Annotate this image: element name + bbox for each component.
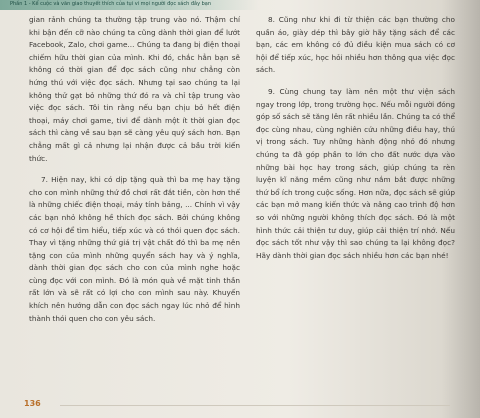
paragraph-7: 7. Hiện nay, khi có dịp tặng quà thì ba mẹ hay tặng cho con mình những thứ đồ chơi rất đắt tiền, còn hơn thế là những chiếc điện thoại, máy tính bảng, ... Chính vì vậy các bạn nhỏ không hề thích đọc sách. Bởi chúng không có cơ hội để tìm hiểu, tiếp xúc và có thói quen đọc sách. Thay vì tặng những thứ giá trị vật chất đó thì ba mẹ nên tặng con của mình những quyển sách hay và ý nghĩa, dành thời gian đọc sách cho con của mình nghe hoặc cùng đọc với con mình. Đó là món quà về mặt tinh thần rất lớn và sẽ rất có lợi cho con mình sau này. Khuyến khích nên hướng dẫn con đọc sách ngay lúc nhỏ để hình thành thói quen cho con yêu sách. <box>29 175 240 323</box>
paragraph-continued: gian rảnh chúng ta thường tập trung vào nó. Thậm chí khi bận đến cỡ nào chúng ta cũng dành thời gian để lướt Facebook, Zalo, chơi game... Chúng ta đang bị điện thoại chiếm hữu thời gian của mình. Khi đó, chắc hẳn bạn sẽ không có thời gian để đọc sách cũng như chẳng còn hứng thú với việc đọc sách. Nhưng tại sao chúng ta lại không thử gạt bỏ những thứ đó ra và chỉ tập trung vào việc đọc sách. Tôi tin rằng nếu bạn chịu bỏ hết điện thoại, máy chơi game, tivi để dành một ít thời gian đọc sách thì càng về sau bạn sẽ càng yêu quý sách hơn. Bạn chẳng mất gì cả nhưng lại nhận được cả bầu trời kiến thức. <box>29 15 240 163</box>
paragraph-9: 9. Cùng chung tay làm nên một thư viện sách ngay trong lớp, trong trường học. Nếu mỗi người đóng góp số sách sẽ tăng lên rất nhiều lần. Chúng ta có thể đọc cùng nhau, cùng nghiên cứu những điều hay, thú vị trong sách. Tuy những hành động nhỏ đó nhưng chúng ta đã góp phần to lớn cho đất nước dựa vào những bài học hay trong sách, giúp chúng ta rèn luyện kĩ năng mềm cũng như nắm bắt được những thứ bổ ích trong cuộc sống. Hơn nữa, đọc sách sẽ giúp các bạn mở mang kiến thức và nâng cao trình độ hơn so với những người không thích đọc sách. Đó là một hình thức cải thiện tư duy, giúp cải thiện trí nhớ. Nếu đọc sách tốt như vậy thì sao chúng ta lại không đọc? Hãy dành thời gian đọc sách nhiều hơn các bạn nhé! <box>256 86 455 260</box>
running-header-band <box>0 0 260 10</box>
paragraph-8: 8. Cũng như khi đi từ thiện các bạn thường cho quần áo, giày dép thì bây giờ hãy tặng sách để các bạn, các em không có đủ điều kiện mua sách có cơ hội để tiếp xúc, học hỏi nhiều hơn thông qua việc đọc sách. <box>256 15 455 75</box>
right-column <box>256 14 455 271</box>
running-header-title: Phần 1 - Kể cuộc và văn giao thuyết thích của tụi vi mọi người đọc sách đây bạn <box>10 1 212 7</box>
left-column <box>29 14 240 334</box>
page-number: 136 <box>24 399 41 408</box>
footer-rule <box>60 405 450 406</box>
